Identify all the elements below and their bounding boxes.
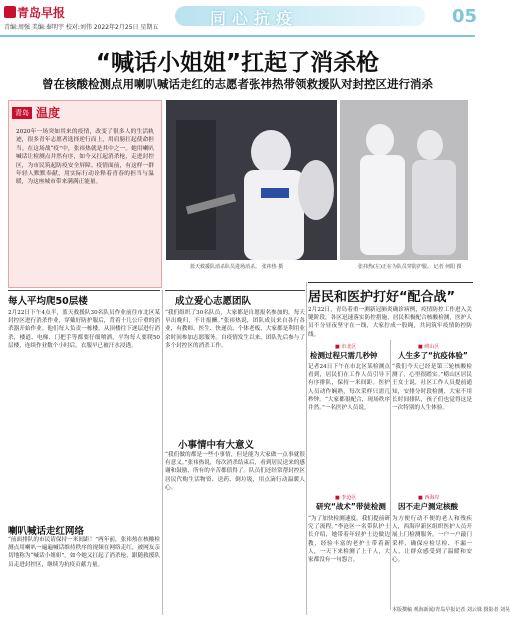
photo-caption-secondary: 张祎热(左)正在为队员穿防护服。 记者 何阳 摄	[358, 264, 462, 270]
section-head-viral: 喇叭喊话走红网络	[8, 526, 85, 537]
subsection-head: 研究“战术”带徒检测	[316, 502, 386, 511]
column-divider	[162, 290, 163, 615]
section-rule	[165, 290, 305, 291]
section-head-small-things: 小事情中有大意义	[178, 440, 255, 451]
main-headline: “喊话小姐姐”扛起了消杀枪	[95, 50, 380, 76]
right-block-intro: 2月22日，青岛着重一测新冠肺炎确诊病例，疫情防控工作进入关键阶段，各区迅速落实防控措施，居民积极配合核酸检测，医护人员不分昼夜坚守在一线，大家拧成一股绳，共同筑牢疫情防控防线。	[308, 307, 472, 338]
commentary-title: 温度	[36, 106, 61, 120]
right-block-rule	[308, 282, 473, 283]
district-kicker: ■ 西海岸	[418, 495, 440, 501]
masthead	[0, 0, 478, 40]
disinfection-scene-image	[166, 100, 337, 260]
header-rule	[0, 35, 475, 37]
section-body-small-things: “我们做的都是一些小事情，但是能为大家做一点事就很有意义。”张祎热说，每次消杀结束后，看到居民送来的感谢和鼓励，所有的辛苦都值得了。队员们还经常帮封控区居民代购生活物资、送药、倒垃圾，用点滴行动温暖人心。	[165, 452, 305, 491]
district-kicker: ■ 崂山区	[418, 344, 440, 350]
subsection-body: “为了加快检测速度，我们提前研究了流程。”李沧区一名带队护士长介绍，她带着年轻护士边做边教，经验丰富的老护士带着新人，一天下来检测了上千人，大家都没有一句怨言。	[308, 516, 390, 564]
news-photo-secondary	[340, 100, 468, 260]
page-number: 05	[452, 6, 478, 27]
commentary-body: 2020年一场突如其来的疫情，改变了很多人的生活轨迹，很多青年志愿者选择逆行而上，用肩膀扛起使命担当。在这场战“疫”中，张祎热就是其中之一。她用喇叭喊话让检测点井然有序，如今又扛起消杀枪，走进封控区，为市民筑起防疫安全屏障。疫情面前，有这样一群年轻人默默奉献，用实际行动诠释着青春的担当与温暖，为这座城市带来满满正能量。	[16, 129, 154, 186]
section-body-climb: 2月22日下午4点半，蓝天救援队30名队员作业前往市北区某封控区进行消杀作业，穿戴好防护服后，背着十几公斤重的消杀器开始作业。他们每人负责一栋楼，从顶楼往下逐层进行消杀，楼道、电梯、门把手等都要仔细喷洒，平均每人要爬50层楼，连续作业数个小时后，衣服早已被汗水浸透。	[8, 310, 160, 349]
section-body-team: “我们组织了30名队员，大家都是自愿报名参加的，每天早出晚归，不计报酬。”张祎热说，团队成员来自各行各业，有教师、医生、快递员、个体老板，大家都是利用业余时间参加志愿服务。自疫情发生以来，团队先后参与了多个封控区的消杀工作。	[165, 310, 305, 349]
district-kicker: ■ 李沧区	[335, 495, 357, 501]
section-body-viral: “前面排队的市民请保持一米间距！”两年前，张祎热在核酸检测点用喇叭一遍遍喊话维持秩序的视频在网络走红，被网友亲切地称为“喊话小姐姐”。如今她又扛起了消杀枪，跟随救援队员走进封控区，继续为抗疫贡献力量。	[8, 537, 160, 568]
newspaper-logo: 青岛早报	[17, 6, 66, 20]
subheadline: 曾在核酸检测点用喇叭喊话走红的志愿者张祎热带领救援队对封控区进行消杀	[42, 77, 433, 91]
edition-title: 同心抗疫	[210, 9, 299, 28]
subsection-head: 因不走户测定核酸	[398, 502, 458, 511]
subsection-head: 检测过程只需几秒钟	[310, 351, 378, 360]
photo-caption-main: 蓝天救援队消杀队员进场消杀。 张祎热 摄	[190, 264, 284, 270]
page-credits: 本版撰稿 观海新闻/青岛早报记者 刘云姝 摄影者 刘昊	[392, 607, 510, 613]
news-photo-main	[166, 100, 337, 260]
section-rule	[8, 290, 160, 291]
right-block-headline: 居民和医护打好“配合战”	[308, 290, 456, 305]
section-head-climb: 每人平均爬50层楼	[8, 296, 88, 307]
newspaper-logo-icon	[4, 6, 16, 18]
subsection-head: 人生多了“抗疫体验”	[398, 351, 468, 360]
subsection-body: 记者24日下午在市北区某检测点看到，居民们在工作人员引导下有序排队，保持一米间距。医护人员动作娴熟，每次采样只需几秒钟。“大家都很配合，现场秩序井然。”一名医护人员说。	[308, 364, 390, 412]
subsection-body: 为方便行动不便的老人和残疾人，西海岸新区组织医护人员开展上门检测服务，一户一户敲门采样，确保应检尽检、不漏一人，让群众感受到了温暖和安心。	[392, 516, 472, 564]
column-divider	[390, 340, 391, 610]
district-kicker: ■ 市北区	[335, 344, 357, 350]
subsection-body: “我们今天已经是第三轮核酸检测了，心里很踏实。”崂山区居民王女士说，社区工作人员提前通知，安排分时段检测，大家不用长时间排队，孩子们也觉得这是一次特别的人生体验。	[392, 364, 472, 412]
masthead-credits: 青编:周强 美编:秦明宇 校对:刘伟 2022年2月25日 星期五	[4, 24, 159, 31]
column-divider	[306, 282, 307, 615]
section-head-team: 成立爱心志愿团队	[175, 296, 252, 307]
commentary-label: 青岛	[12, 107, 32, 119]
team-photo-image	[340, 100, 468, 260]
